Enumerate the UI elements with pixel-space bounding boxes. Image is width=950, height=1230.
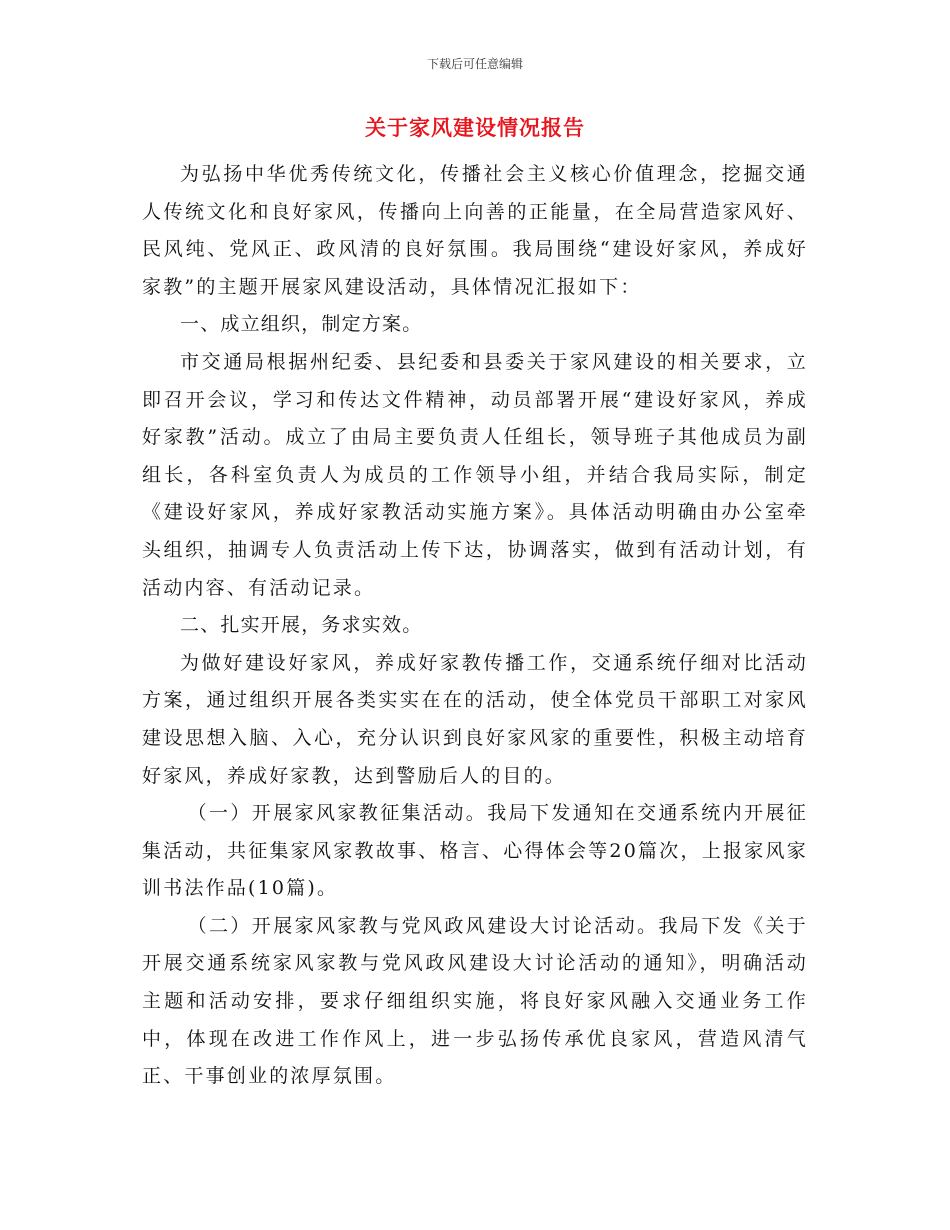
document-body [142, 156, 808, 1096]
paragraph-subsection-2: （二）开展家风家教与党风政风建设大讨论活动。我局下发《关于开展交通系统家风家教与党风政风建设大讨论活动的通知》，明确活动主题和活动安排，要求仔细组织实施，将良好家风融入交通业务工作中，体现在改进工作作风上，进一步弘扬传承优良家风，营造风清气正、干事创业的浓厚氛围。 [142, 914, 808, 1088]
paragraph-section-2: 为做好建设好家风，养成好家教传播工作，交通系统仔细对比活动方案，通过组织开展各类实实在在的活动，使全体党员干部职工对家风建设思想入脑、入心，充分认识到良好家风家的重要性，积极主动培育好家风，养成好家教，达到警励后人的目的。 [142, 651, 808, 787]
paragraph-subsection-1: （一）开展家风家教征集活动。我局下发通知在交通系统内开展征集活动，共征集家风家教故事、格言、心得体会等20篇次，上报家风家训书法作品(10篇)。 [142, 802, 808, 900]
section-heading-1: 一、成立组织，制定方案。 [180, 313, 423, 336]
header-note: 下载后可任意编辑 [426, 57, 523, 71]
paragraph-intro: 为弘扬中华优秀传统文化，传播社会主义核心价值理念，挖掘交通人传统文化和良好家风，传播向上向善的正能量，在全局营造家风好、民风纯、党风正、政风清的良好氛围。我局围绕“建设好家风，养成好家教”的主题开展家风建设活动，具体情况汇报如下： [142, 163, 808, 298]
section-heading-2: 二、扎实开展，务求实效。 [180, 614, 423, 637]
paragraph-section-1: 市交通局根据州纪委、县纪委和县委关于家风建设的相关要求，立即召开会议，学习和传达文件精神，动员部署开展“建设好家风，养成好家教”活动。成立了由局主要负责人任组长，领导班子其他成员为副组长，各科室负责人为成员的工作领导小组，并结合我局实际，制定《建设好家风，养成好家教活动实施方案》。具体活动明确由办公室牵头组织，抽调专人负责活动上传下达，协调落实，做到有活动计划，有活动内容、有活动记录。 [142, 350, 808, 599]
document-title: 关于家风建设情况报告 [365, 115, 585, 140]
